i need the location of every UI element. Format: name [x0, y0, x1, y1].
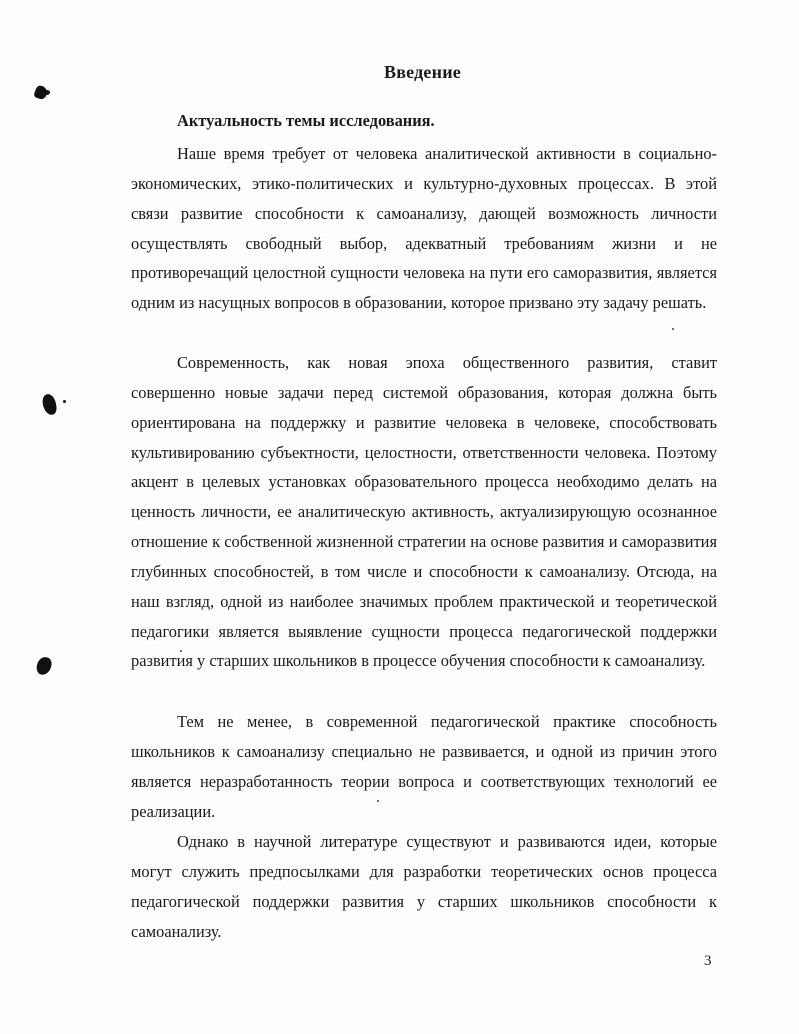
paragraph-2	[131, 348, 717, 676]
paragraph-1	[131, 139, 717, 318]
paragraph-4	[131, 827, 717, 946]
ink-blot	[63, 400, 66, 403]
page-number: 3	[704, 953, 712, 969]
section-subtitle: Актуальность темы исследования.	[177, 111, 435, 130]
paragraph-3	[131, 707, 717, 826]
paragraph-text: Однако в научной литературе существуют и развиваются идеи, которые могут служить предпосылками для разработки теоретических основ процесса педагогической поддержки развития у старших школьников способности к самоанализу.	[131, 832, 717, 941]
page-title: Введение	[384, 62, 461, 82]
ink-blot	[44, 90, 50, 95]
paragraph-text: Наше время требует от человека аналитической активности в социально-экономических, этико-политических и культурно-духовных процессах. В этой связи развитие способности к самоанализу, дающей возможность личности осуществлять свободный выбор, адекватный требованиям жизни и не противоречащий целостной сущности человека на пути его саморазвития, является одним из насущных вопросов в образовании, которое призвано эту задачу решать.	[131, 144, 717, 313]
ink-blot	[41, 393, 57, 416]
paragraph-text: Тем не менее, в современной педагогической практике способность школьников к самоанализу специально не развивается, и одной из причин этого является неразработанность теории вопроса и соответствующих технологий ее реализации.	[131, 712, 717, 821]
paragraph-text: Современность, как новая эпоха общественного развития, ставит совершенно новые задачи перед системой образования, которая должна быть ориентирована на поддержку и развитие человека в человеке, способствовать культивированию субъектности, целостности, ответственности человека. Поэтому акцент в целевых установках образовательного процесса необходимо делать на ценность личности, ее аналитическую активность, актуализирующую осознанное отношение к собственной жизненной стратегии на основе развития и саморазвития глубинных способностей, в том числе и способности к самоанализу. Отсюда, на наш взгляд, одной из наиболее значимых проблем практической и теоретической педагогики является выявление сущности процесса педагогической поддержки развития у старших школьников в процессе обучения способности к самоанализу.	[131, 353, 717, 671]
scan-speck	[672, 328, 674, 330]
ink-blot	[35, 655, 53, 676]
